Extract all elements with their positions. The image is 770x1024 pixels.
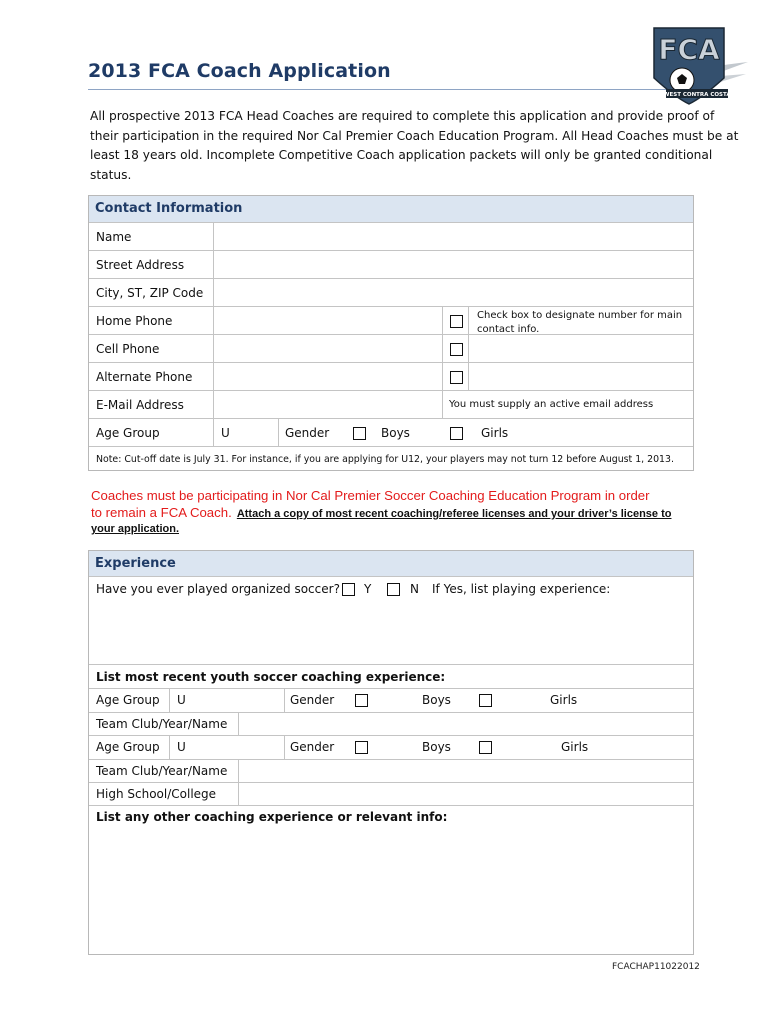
other-experience-row <box>89 805 693 954</box>
exp-team-field-2[interactable] <box>239 760 693 782</box>
gender-label: Gender <box>285 426 330 440</box>
exp-boys-label-1: Boys <box>422 693 451 707</box>
boys-label: Boys <box>381 426 410 440</box>
exp-age-label-1: Age Group <box>96 693 160 707</box>
exp-boys-checkbox-2[interactable] <box>355 741 368 754</box>
intro-paragraph <box>90 107 739 186</box>
notice-line-2: to remain a FCA Coach. <box>91 505 232 520</box>
cutoff-note: Note: Cut-off date is July 31. For instance, if you are applying for U12, your players may not turn 12 before August 1, 2013. <box>96 454 674 465</box>
boys-checkbox[interactable] <box>353 427 366 440</box>
cell-phone-row <box>89 334 693 362</box>
logo-letters: FCA <box>658 33 720 66</box>
other-experience-field[interactable] <box>96 830 686 950</box>
street-row <box>89 250 693 278</box>
fca-logo <box>650 24 750 106</box>
played-yes-checkbox[interactable] <box>342 583 355 596</box>
played-yes-label: Y <box>364 582 372 596</box>
email-note: You must supply an active email address <box>449 399 654 410</box>
recent-heading-row <box>89 664 693 688</box>
played-row <box>89 576 693 664</box>
street-field[interactable] <box>214 251 693 278</box>
email-row <box>89 390 693 418</box>
exp-boys-label-2: Boys <box>422 740 451 754</box>
home-phone-main-checkbox[interactable] <box>450 315 463 328</box>
notice-line-1: Coaches must be participating in Nor Cal Premier Soccer Coaching Education Program in order <box>91 488 650 503</box>
played-no-checkbox[interactable] <box>387 583 400 596</box>
exp-age-label-2: Age Group <box>96 740 160 754</box>
attach-instruction-1: Attach a copy of most recent coaching/referee licenses and your driver’s license to <box>236 508 672 520</box>
experience-section <box>88 550 694 955</box>
intro-line: status. <box>90 168 132 183</box>
age-group-field[interactable] <box>231 419 277 446</box>
exp-age-field-2[interactable] <box>187 736 283 759</box>
recent-heading: List most recent youth soccer coaching experience: <box>96 670 446 684</box>
played-question: Have you ever played organized soccer? <box>96 582 340 596</box>
exp-gender-label-2: Gender <box>290 740 335 754</box>
played-no-label: N <box>410 582 419 596</box>
exp-girls-label-2: Girls <box>561 740 589 754</box>
exp-girls-checkbox-2[interactable] <box>479 741 492 754</box>
program-notice <box>91 488 701 535</box>
cell-phone-field[interactable] <box>214 335 442 362</box>
intro-line: All prospective 2013 FCA Head Coaches are required to complete this application and provide proof of <box>90 109 715 123</box>
cutoff-note-row <box>89 446 693 471</box>
alt-phone-label: Alternate Phone <box>96 370 193 384</box>
experience-header: Experience <box>89 551 693 576</box>
contact-section <box>88 195 694 471</box>
contact-header: Contact Information <box>89 196 693 222</box>
home-phone-label: Home Phone <box>96 314 173 328</box>
form-code: FCACHAP11022012 <box>612 962 700 972</box>
school-label: High School/College <box>96 787 217 801</box>
school-field[interactable] <box>239 783 693 805</box>
exp-age-row-1 <box>89 688 693 712</box>
girls-checkbox[interactable] <box>450 427 463 440</box>
cell-phone-main-checkbox[interactable] <box>450 343 463 356</box>
girls-label: Girls <box>481 426 509 440</box>
alt-phone-row <box>89 362 693 390</box>
alt-phone-field[interactable] <box>214 363 442 390</box>
age-group-prefix: U <box>221 426 230 440</box>
exp-team-row-2 <box>89 759 693 782</box>
exp-age-prefix-1: U <box>177 693 186 707</box>
city-row <box>89 278 693 306</box>
name-label: Name <box>96 230 132 244</box>
exp-age-prefix-2: U <box>177 740 186 754</box>
intro-line: their participation in the required Nor Cal Premier Coach Education Program. All Head Coaches must be at <box>90 128 739 143</box>
city-field[interactable] <box>214 279 693 306</box>
exp-team-row-1 <box>89 712 693 735</box>
if-yes-label: If Yes, list playing experience: <box>432 582 611 596</box>
exp-team-label-2: Team Club/Year/Name <box>96 764 228 778</box>
street-label: Street Address <box>96 258 185 272</box>
exp-girls-checkbox-1[interactable] <box>479 694 492 707</box>
city-label: City, ST, ZIP Code <box>96 286 204 300</box>
exp-gender-label-1: Gender <box>290 693 335 707</box>
title-divider <box>88 89 688 90</box>
age-group-label: Age Group <box>96 426 160 440</box>
playing-experience-field[interactable] <box>96 601 686 661</box>
name-row <box>89 222 693 250</box>
exp-team-label-1: Team Club/Year/Name <box>96 717 228 731</box>
exp-team-field-1[interactable] <box>239 713 693 735</box>
home-phone-field[interactable] <box>214 307 442 334</box>
intro-line: least 18 years old. Incomplete Competitive Coach application packets will only be granted conditional <box>90 148 713 163</box>
exp-age-row-2 <box>89 735 693 759</box>
cell-phone-label: Cell Phone <box>96 342 160 356</box>
school-row <box>89 782 693 805</box>
name-field[interactable] <box>214 223 693 250</box>
email-label: E-Mail Address <box>96 398 184 412</box>
age-group-row <box>89 418 693 446</box>
page-title: 2013 FCA Coach Application <box>88 60 391 82</box>
main-contact-note: Check box to designate number for main contact info. <box>477 310 683 335</box>
logo-banner: WEST CONTRA COSTA <box>663 92 731 98</box>
other-heading: List any other coaching experience or relevant info: <box>96 810 448 824</box>
home-phone-row <box>89 306 693 334</box>
exp-girls-label-1: Girls <box>550 693 578 707</box>
exp-boys-checkbox-1[interactable] <box>355 694 368 707</box>
exp-age-field-1[interactable] <box>187 689 283 712</box>
attach-instruction-2: your application. <box>91 523 180 535</box>
alt-phone-main-checkbox[interactable] <box>450 371 463 384</box>
email-field[interactable] <box>214 391 442 418</box>
